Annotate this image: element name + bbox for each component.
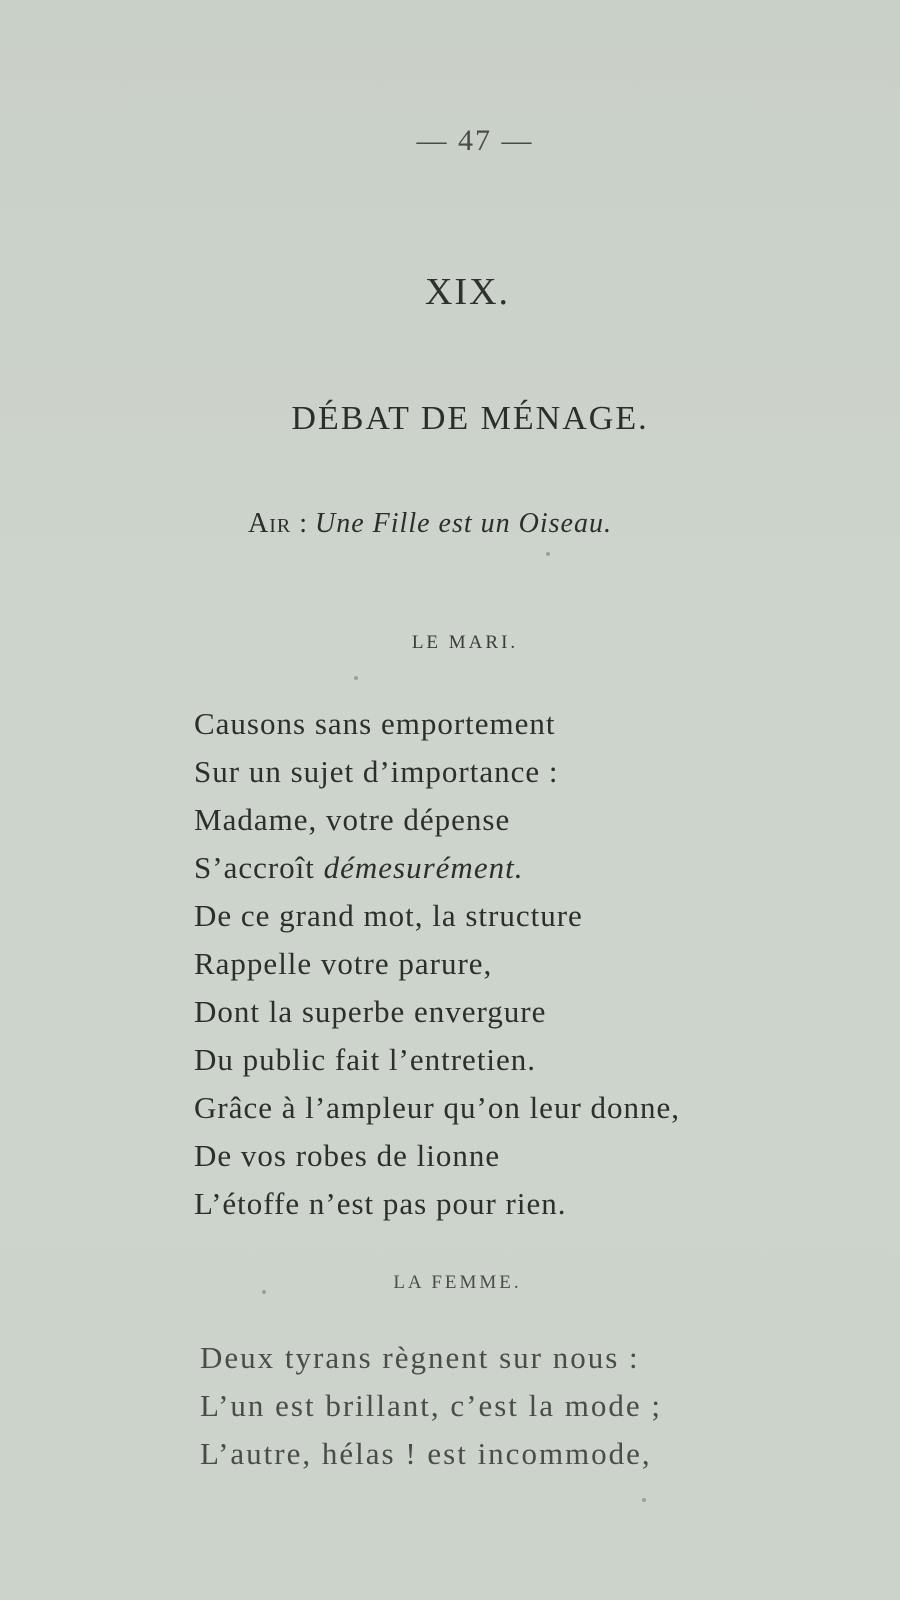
verse-line: Dont la superbe envergure: [194, 994, 547, 1029]
speaker-la-femme: LA FEMME.: [393, 1272, 522, 1293]
verse-text: S’accroît: [194, 850, 315, 885]
verse-line: Madame, votre dépense: [194, 802, 511, 837]
speaker-le-mari: LE MARI.: [411, 632, 519, 653]
verse-line: L’autre, hélas ! est incommode,: [200, 1436, 652, 1471]
air-separator: :: [299, 508, 308, 539]
paper-speck: [262, 1290, 266, 1294]
verse-block-la-femme: [200, 1334, 662, 1478]
paper-speck: [354, 676, 358, 680]
air-label: Air: [248, 508, 292, 539]
song-title: DÉBAT DE MÉNAGE.: [291, 400, 649, 437]
verse-line: L’un est brillant, c’est la mode ;: [200, 1388, 663, 1423]
verse-line: Grâce à l’ampleur qu’on leur donne,: [194, 1090, 681, 1125]
verse-line: [194, 844, 680, 892]
verse-block-le-mari: [194, 700, 680, 1228]
verse-line: Deux tyrans règnent sur nous :: [200, 1340, 640, 1375]
verse-line: Causons sans emportement: [194, 706, 556, 741]
chapter-number: XIX.: [424, 271, 511, 313]
paper-speck: [642, 1498, 646, 1502]
paper-speck: [546, 552, 550, 556]
air-tune-name: Une Fille est un Oiseau.: [315, 508, 612, 539]
verse-line: Du public fait l’entretien.: [194, 1042, 537, 1077]
page-number: — 47 —: [416, 124, 534, 157]
air-indication: [248, 508, 612, 540]
verse-line: Sur un sujet d’importance :: [194, 754, 559, 789]
verse-emphasis: démesurément.: [323, 850, 524, 885]
verse-line: L’étoffe n’est pas pour rien.: [194, 1186, 567, 1221]
verse-line: De ce grand mot, la structure: [194, 898, 583, 933]
verse-line: Rappelle votre parure,: [194, 946, 493, 981]
verse-line: De vos robes de lionne: [194, 1138, 501, 1173]
